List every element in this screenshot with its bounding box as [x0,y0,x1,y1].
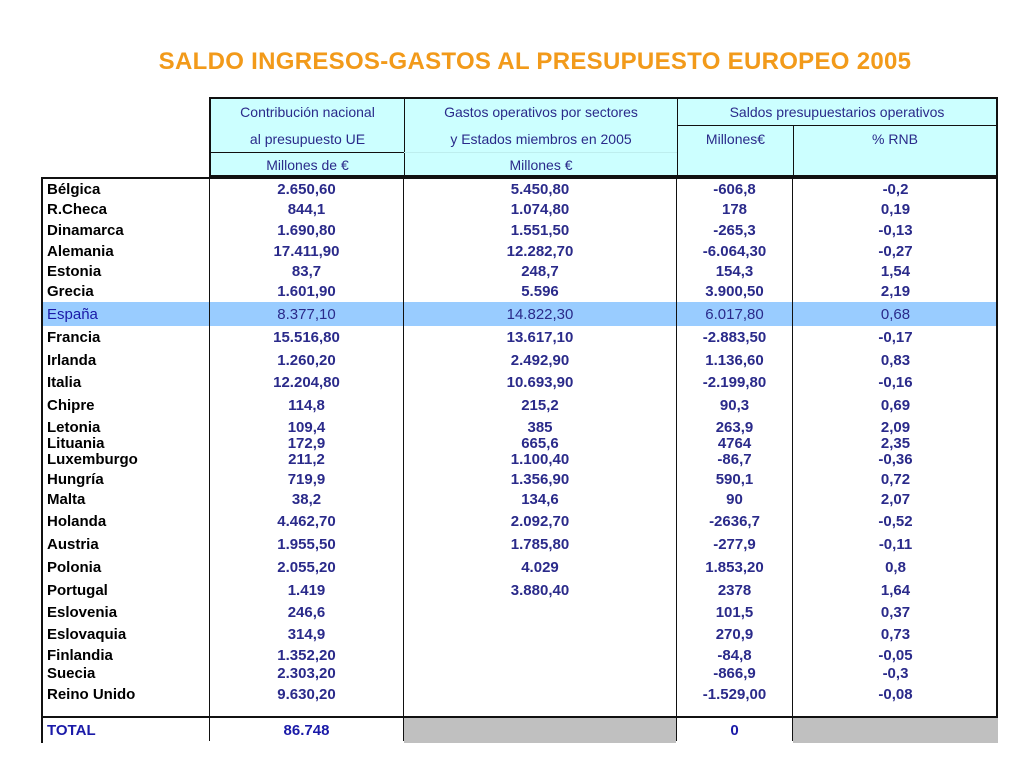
cell-saldo: 2378 [717,581,752,599]
cell-rnb: 1,54 [880,262,911,280]
header-contrib-line1: Contribución nacional [240,104,375,120]
cell-saldo: 154,3 [715,262,754,280]
cell-saldo: 90 [726,490,743,508]
table-row [43,533,996,555]
cell-gastos: 10.693,90 [506,373,574,391]
cell-rnb: 2,09 [880,418,911,436]
cell-gastos: 2.492,90 [510,351,570,369]
table-row [43,469,996,489]
country-name: Alemania [47,242,114,260]
country-name: Eslovenia [47,603,118,621]
country-name: Finlandia [47,646,113,664]
table-row [43,349,996,371]
cell-gastos: 248,7 [521,262,559,280]
country-name: Bélgica [47,180,101,198]
header-gastos-line1: Gastos operativos por sectores [444,104,638,120]
cell-rnb: -0,3 [882,664,909,682]
cell-saldo: -2.199,80 [702,373,767,391]
cell-gastos: 14.822,30 [506,305,574,323]
cell-contrib: 314,9 [287,625,326,643]
cell-saldo: -6.064,30 [702,242,767,260]
cell-gastos: 5.596 [521,282,559,300]
cell-rnb: -0,11 [878,535,913,553]
header-saldos-rnb: % RNB [872,131,918,147]
cell-contrib: 12.204,80 [273,373,340,391]
table-row [43,261,996,281]
total-label: TOTAL [47,722,96,739]
column-divider [792,179,793,741]
cell-saldo: -866,9 [713,664,756,682]
cell-saldo: 1.853,20 [705,558,764,576]
country-name: Portugal [47,581,108,599]
table-row [43,664,996,682]
cell-contrib: 109,4 [287,418,326,436]
header-gastos-unit: Millones € [509,157,573,173]
cell-gastos [404,646,676,664]
cell-saldo: 6.017,80 [705,305,764,323]
cell-contrib: 4.462,70 [277,512,336,530]
header-gastos-line2: y Estados miembros en 2005 [450,131,632,147]
page-title: SALDO INGRESOS-GASTOS AL PRESUPUESTO EUROPEO 2005 [158,48,912,75]
cell-saldo: 270,9 [715,625,754,643]
cell-contrib: 15.516,80 [273,328,340,346]
cell-saldo: -606,8 [713,180,756,198]
cell-contrib: 1.352,20 [277,646,336,664]
table-row [43,646,996,664]
cell-contrib: 83,7 [291,262,322,280]
total-empty-cell [404,718,676,743]
table-row [43,241,996,261]
table-row [43,489,996,509]
country-name: Italia [47,373,82,391]
cell-gastos: 1.356,90 [510,470,570,488]
country-name: Eslovaquia [47,625,127,643]
cell-rnb: -0,2 [882,180,909,198]
cell-saldo: -2636,7 [709,512,760,530]
table-row [43,416,996,438]
country-name: Hungría [47,470,104,488]
cell-gastos: 3.880,40 [510,581,570,599]
cell-contrib: 1.601,90 [277,282,336,300]
column-divider [676,179,677,741]
table-row [43,434,996,452]
cell-gastos: 2.092,70 [510,512,570,530]
table-row [43,556,996,578]
country-name: Reino Unido [47,685,136,703]
cell-contrib: 246,6 [287,603,326,621]
cell-rnb: -0,08 [878,685,913,703]
cell-contrib: 1.955,50 [277,535,336,553]
cell-rnb: 0,37 [880,603,911,621]
header-saldos-group: Saldos presupuestarios operativos [729,104,945,120]
header-divider [677,125,996,126]
cell-contrib: 844,1 [287,200,326,218]
cell-rnb: 0,19 [880,200,911,218]
cell-saldo: -1.529,00 [702,685,767,703]
cell-contrib: 1.260,20 [277,351,336,369]
column-divider [403,179,404,741]
cell-rnb: 0,69 [880,396,911,414]
cell-gastos [404,623,676,645]
column-divider [209,179,210,741]
cell-gastos: 1.100,40 [510,450,570,468]
header-contrib-unit: Millones de € [266,157,349,173]
table-row [43,220,996,240]
header-divider [404,152,677,153]
country-name: Estonia [47,262,102,280]
cell-rnb: 0,72 [880,470,911,488]
cell-rnb: 0,68 [880,305,911,323]
country-name: Grecia [47,282,94,300]
header-contrib-line2: al presupuesto UE [249,131,366,147]
cell-gastos: 4.029 [521,558,559,576]
total-empty-cell [793,718,998,743]
cell-contrib: 719,9 [287,470,326,488]
cell-gastos [404,664,676,682]
cell-rnb: 0,83 [880,351,911,369]
country-name: Francia [47,328,101,346]
table-row [43,601,996,623]
cell-saldo: 90,3 [719,396,750,414]
cell-contrib: 17.411,90 [273,242,340,260]
cell-saldo: 101,5 [715,603,754,621]
cell-contrib: 8.377,10 [277,305,336,323]
cell-gastos: 385 [527,418,553,436]
cell-rnb: -0,13 [878,221,913,239]
cell-contrib: 38,2 [291,490,322,508]
cell-gastos [404,601,676,623]
country-name: Malta [47,490,86,508]
total-row [43,716,996,743]
cell-contrib: 2.303,20 [277,664,336,682]
table-row [43,579,996,601]
cell-rnb: 0,8 [885,558,906,576]
cell-contrib: 114,8 [288,396,325,414]
country-name: Dinamarca [47,221,124,239]
cell-saldo: 178 [721,200,748,218]
cell-gastos: 5.450,80 [510,180,570,198]
cell-rnb: 2,07 [880,490,911,508]
country-name: Lituania [47,434,105,452]
table-row [43,449,996,469]
table-row [43,199,996,219]
cell-rnb: 0,73 [880,625,911,643]
table-row [43,371,996,393]
total-saldo: 0 [730,722,739,739]
cell-rnb: -0,52 [878,512,913,530]
country-name: R.Checa [47,200,108,218]
data-table [41,177,998,743]
country-name: Suecia [47,664,96,682]
table-row [43,281,996,301]
cell-saldo: 590,1 [715,470,754,488]
country-name: Holanda [47,512,107,530]
cell-gastos: 1.074,80 [510,200,570,218]
cell-contrib: 9.630,20 [277,685,336,703]
table-row [43,302,996,326]
table-row [43,623,996,645]
country-name: Letonia [47,418,101,436]
cell-gastos: 134,6 [521,490,559,508]
cell-saldo: 1.136,60 [705,351,764,369]
cell-rnb: -0,05 [878,646,913,664]
cell-gastos: 1.551,50 [510,221,570,239]
cell-contrib: 2.055,20 [277,558,336,576]
cell-rnb: -0,27 [878,242,913,260]
cell-rnb: 1,64 [880,581,911,599]
table-header [209,97,998,177]
cell-contrib: 172,9 [287,434,326,452]
cell-saldo: -86,7 [717,450,752,468]
country-name: Luxemburgo [47,450,138,468]
cell-contrib: 211,2 [288,450,325,468]
cell-gastos: 215,2 [521,396,559,414]
cell-rnb: -0,17 [878,328,913,346]
country-name: Austria [47,535,99,553]
cell-contrib: 1.419 [287,581,326,599]
cell-rnb: 2,19 [880,282,911,300]
cell-saldo: -2.883,50 [702,328,767,346]
country-name: España [47,305,98,323]
cell-saldo: 3.900,50 [705,282,764,300]
table-row [43,510,996,532]
table-row [43,684,996,704]
cell-gastos: 12.282,70 [506,242,574,260]
country-name: Irlanda [47,351,97,369]
cell-saldo: -265,3 [713,221,756,239]
cell-contrib: 1.690,80 [277,221,336,239]
cell-rnb: -0,36 [878,450,913,468]
country-name: Polonia [47,558,102,576]
cell-gastos [404,684,676,704]
table-row [43,326,996,348]
cell-saldo: 4764 [717,434,752,452]
cell-saldo: 263,9 [715,418,754,436]
cell-saldo: -277,9 [713,535,756,553]
table-row [43,179,996,199]
cell-gastos: 1.785,80 [510,535,570,553]
country-name: Chipre [47,396,95,414]
header-divider [211,152,404,153]
cell-contrib: 2.650,60 [277,180,336,198]
total-contrib: 86.748 [283,722,330,739]
table-row [43,394,996,416]
cell-rnb: -0,16 [878,373,913,391]
cell-gastos: 13.617,10 [506,328,574,346]
cell-gastos: 665,6 [521,434,559,452]
cell-saldo: -84,8 [717,646,752,664]
header-saldos-millones: Millones€ [705,131,766,147]
cell-rnb: 2,35 [880,434,911,452]
